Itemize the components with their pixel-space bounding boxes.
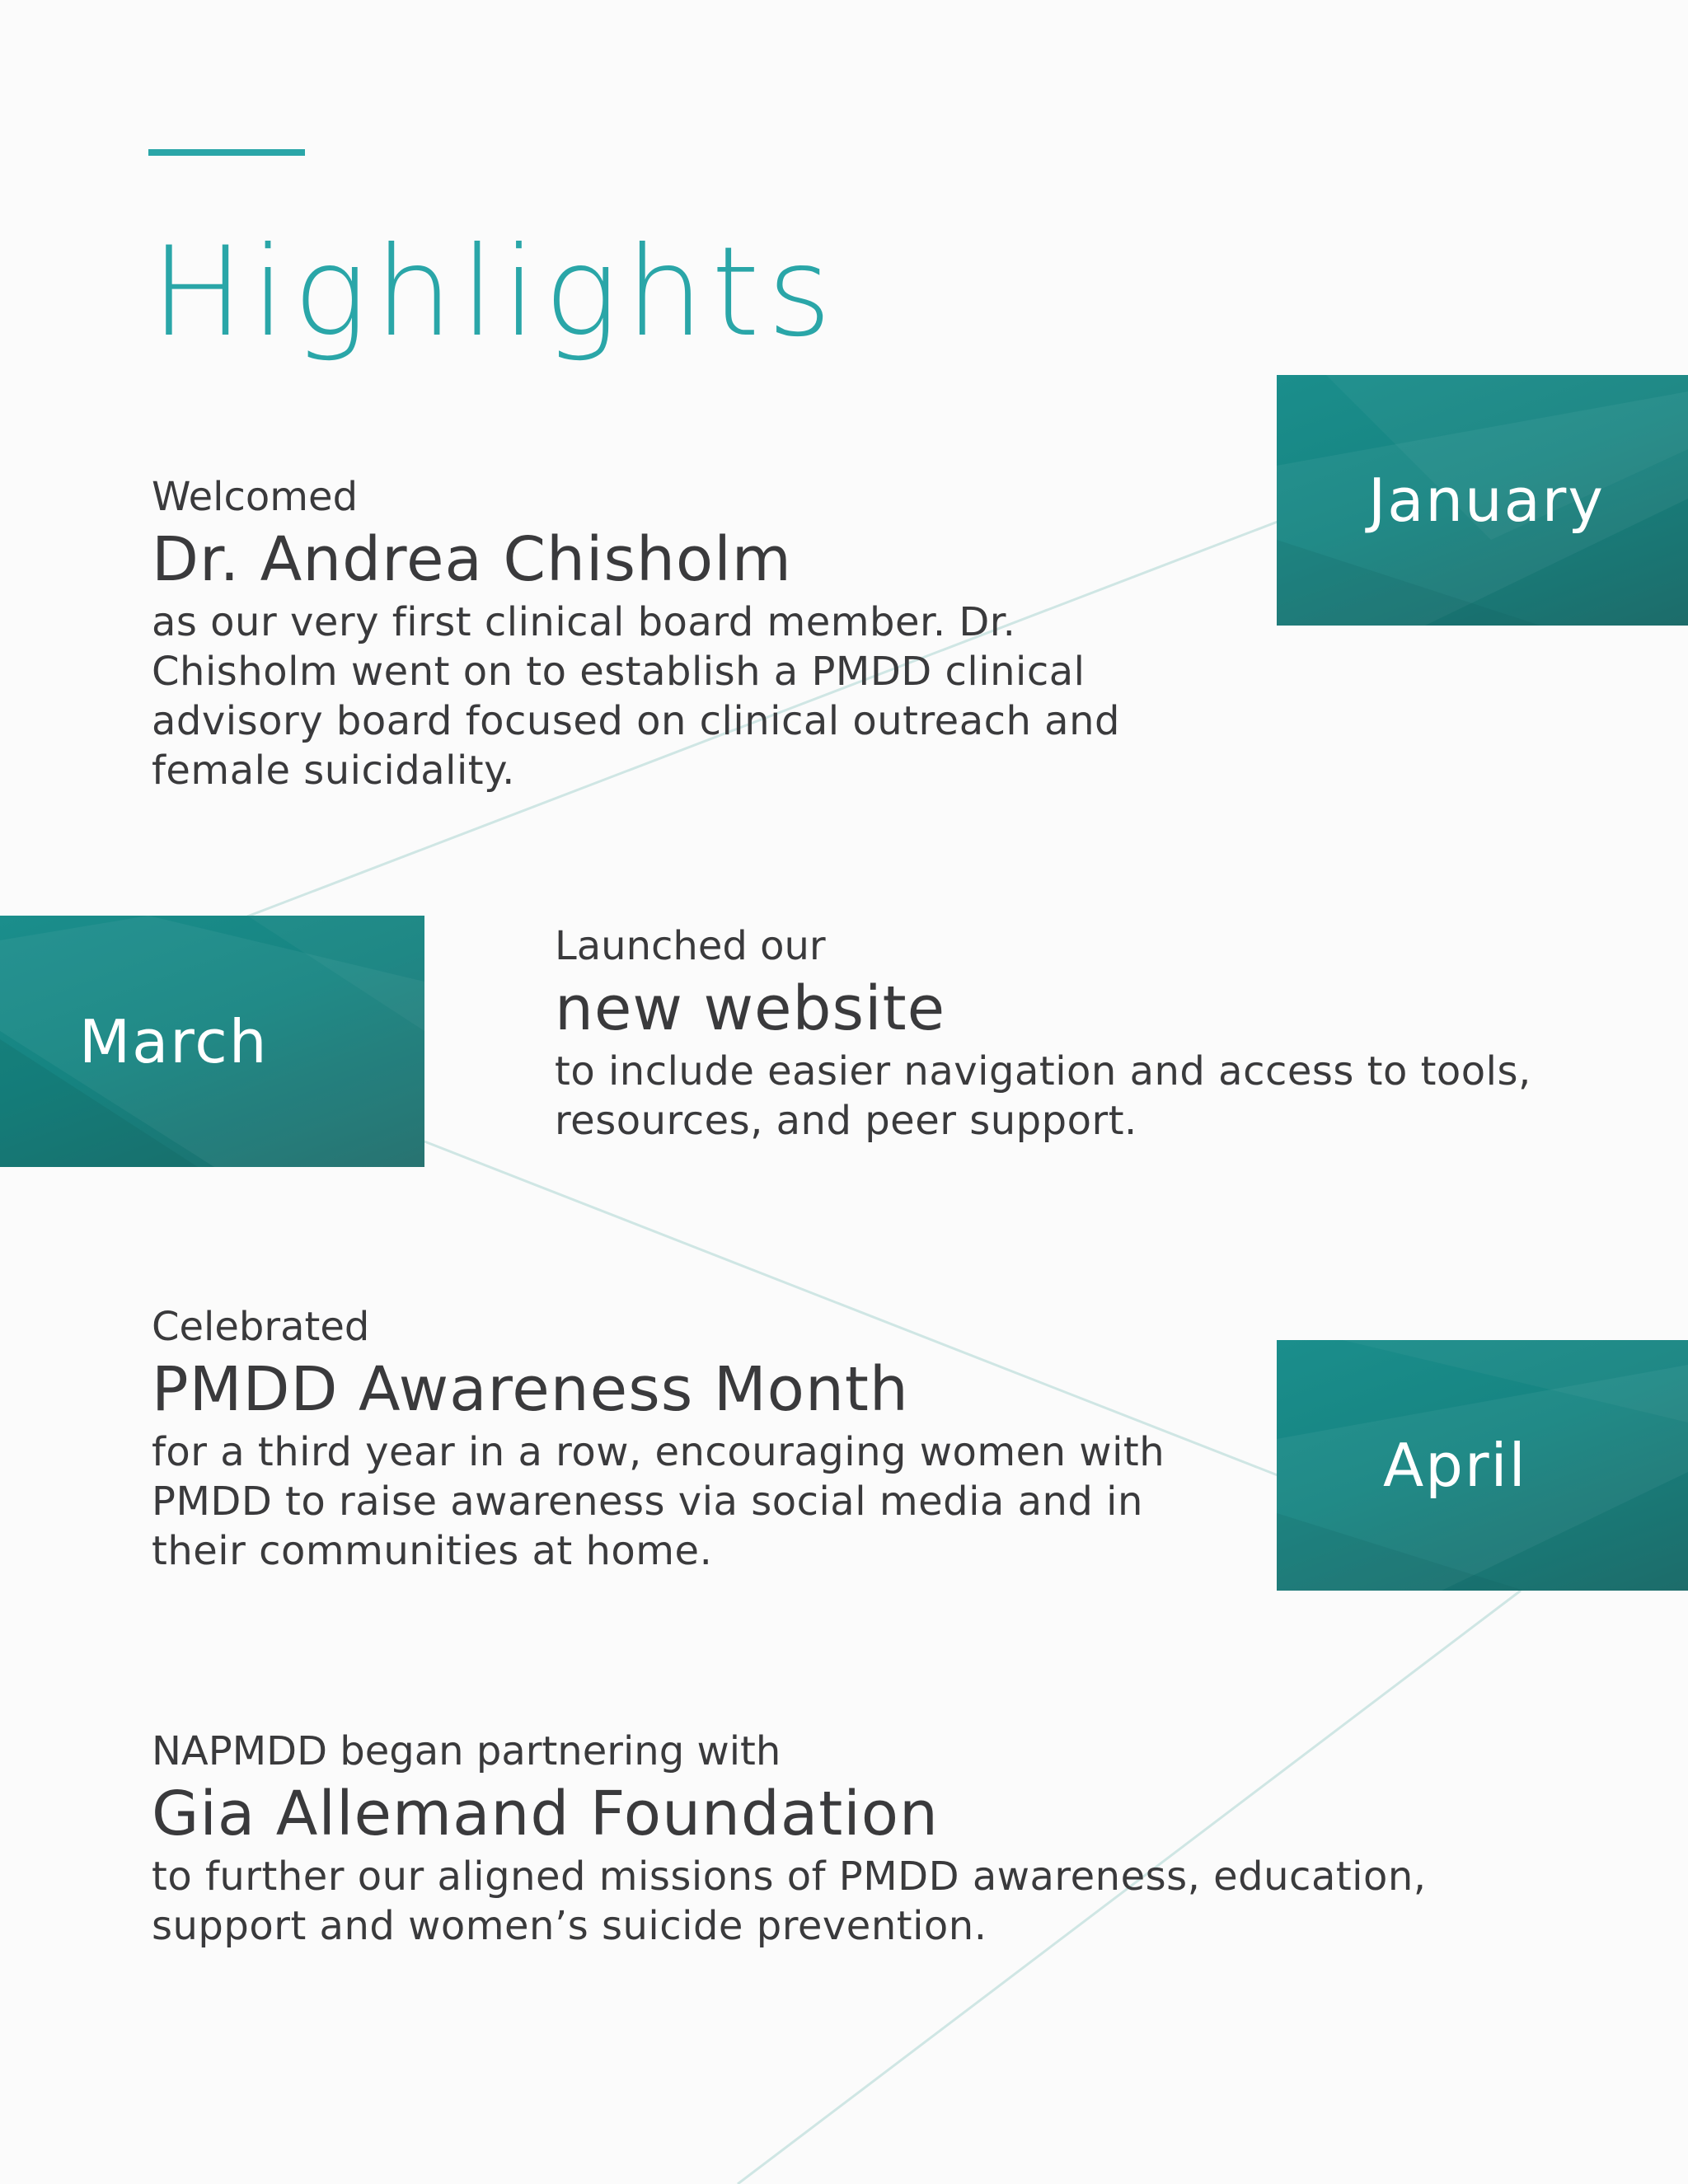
highlight-headline: PMDD Awareness Month <box>152 1354 909 1425</box>
highlight-description-line: to further our aligned missions of PMDD awareness, education, <box>152 1854 1427 1900</box>
highlight-headline: new website <box>555 973 946 1044</box>
month-label-march: March <box>79 1006 269 1076</box>
highlight-intro: Welcomed <box>152 474 359 520</box>
month-box-march <box>0 916 424 1167</box>
title-accent-rule <box>148 149 305 156</box>
highlight-description-line: to include easier navigation and access to tools, <box>555 1048 1531 1094</box>
highlight-item-january <box>152 472 1120 795</box>
highlight-headline: Gia Allemand Foundation <box>152 1779 939 1849</box>
highlight-description-line: resources, and peer support. <box>555 1098 1137 1144</box>
highlight-description-line: support and women’s suicide prevention. <box>152 1903 987 1949</box>
month-box-april <box>1277 1340 1688 1591</box>
highlight-description-line: advisory board focused on clinical outreach and <box>152 698 1120 744</box>
highlight-description-line: for a third year in a row, encouraging women with <box>152 1429 1165 1475</box>
highlight-intro: NAPMDD began partnering with <box>152 1728 781 1774</box>
page-title: Highlights <box>151 221 839 364</box>
month-label-january: January <box>1368 466 1605 535</box>
highlight-description-line: as our very first clinical board member. Dr. <box>152 599 1016 645</box>
highlight-description-line: Chisholm went on to establish a PMDD clinical <box>152 649 1085 695</box>
highlight-item-april <box>152 1302 1165 1576</box>
highlight-intro: Celebrated <box>152 1304 370 1350</box>
highlight-description-line: female suicidality. <box>152 748 515 794</box>
month-box-january <box>1277 375 1688 626</box>
month-label-april: April <box>1383 1431 1527 1500</box>
highlight-item-partnership <box>152 1727 1427 1951</box>
highlight-description-line: PMDD to raise awareness via social media and in <box>152 1479 1143 1525</box>
highlight-headline: Dr. Andrea Chisholm <box>152 524 792 595</box>
highlight-intro: Launched our <box>555 923 826 969</box>
highlight-description-line: their communities at home. <box>152 1528 713 1574</box>
highlight-item-march <box>555 921 1531 1146</box>
